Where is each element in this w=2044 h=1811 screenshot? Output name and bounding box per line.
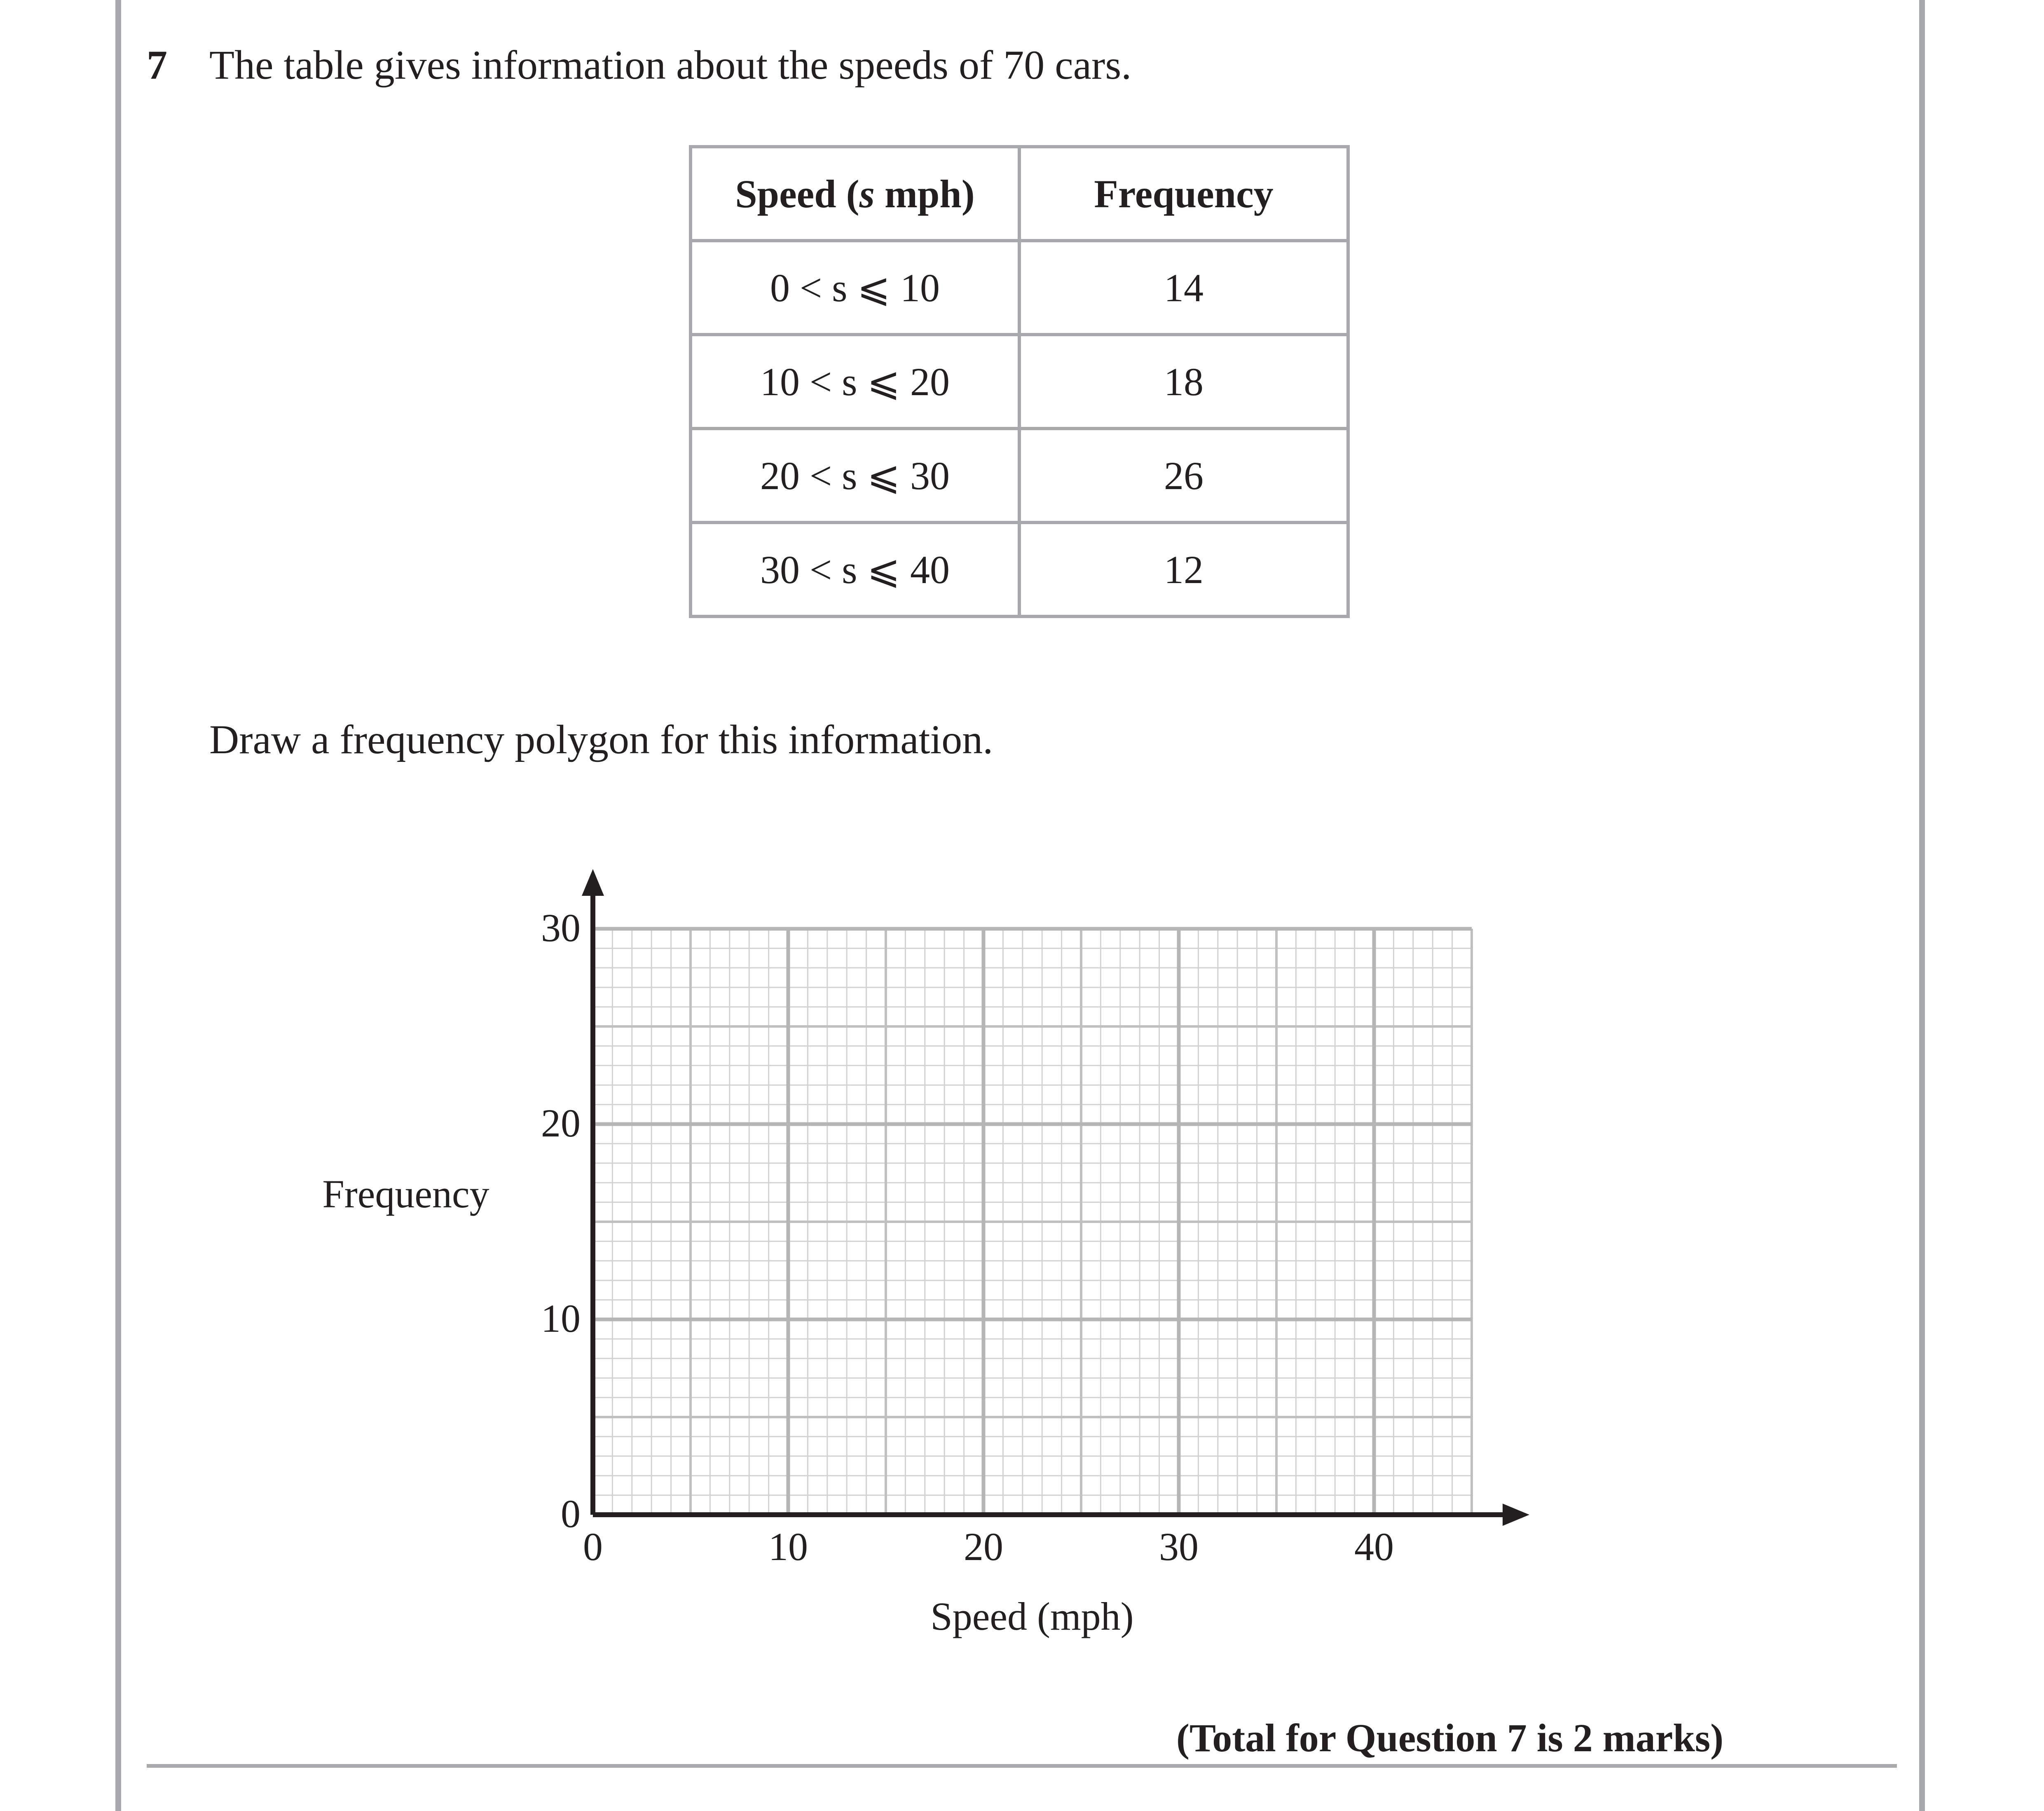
x-axis-arrow-icon [1503,1504,1529,1526]
y-tick-label: 30 [541,906,581,950]
x-tick-label: 40 [1354,1525,1394,1569]
y-tick-label: 0 [561,1492,581,1536]
x-axis-label: Speed (mph) [930,1594,1134,1638]
x-tick-label: 0 [583,1525,603,1569]
speed-cell: 10 < s ⩽ 20 [691,335,1019,429]
question-text: The table gives information about the speeds of 70 cars. [209,42,1132,88]
x-tick-label: 10 [768,1525,808,1569]
y-axis-arrow-icon [582,869,604,896]
frequency-cell: 14 [1019,241,1348,335]
bottom-rule [147,1764,1897,1768]
x-tick-label: 20 [964,1525,1003,1569]
x-tick-label: 30 [1159,1525,1199,1569]
y-tick-label: 10 [541,1296,581,1340]
frequency-cell: 26 [1019,429,1348,522]
speed-cell: 30 < s ⩽ 40 [691,522,1019,616]
total-marks: (Total for Question 7 is 2 marks) [1176,1716,1724,1760]
tick-labels [541,906,1394,1569]
header-speed: Speed (s mph) [691,147,1019,241]
grid-mid-lines [593,929,1472,1515]
frequency-cell: 12 [1019,522,1348,616]
y-axis-label: Frequency [322,1172,489,1216]
frequency-cell: 18 [1019,335,1348,429]
question-number: 7 [147,42,167,88]
header-frequency: Frequency [1019,147,1348,241]
instruction-text: Draw a frequency polygon for this information. [209,717,993,762]
speed-cell: 20 < s ⩽ 30 [691,429,1019,522]
speed-cell: 0 < s ⩽ 10 [691,241,1019,335]
y-tick-label: 20 [541,1101,581,1145]
